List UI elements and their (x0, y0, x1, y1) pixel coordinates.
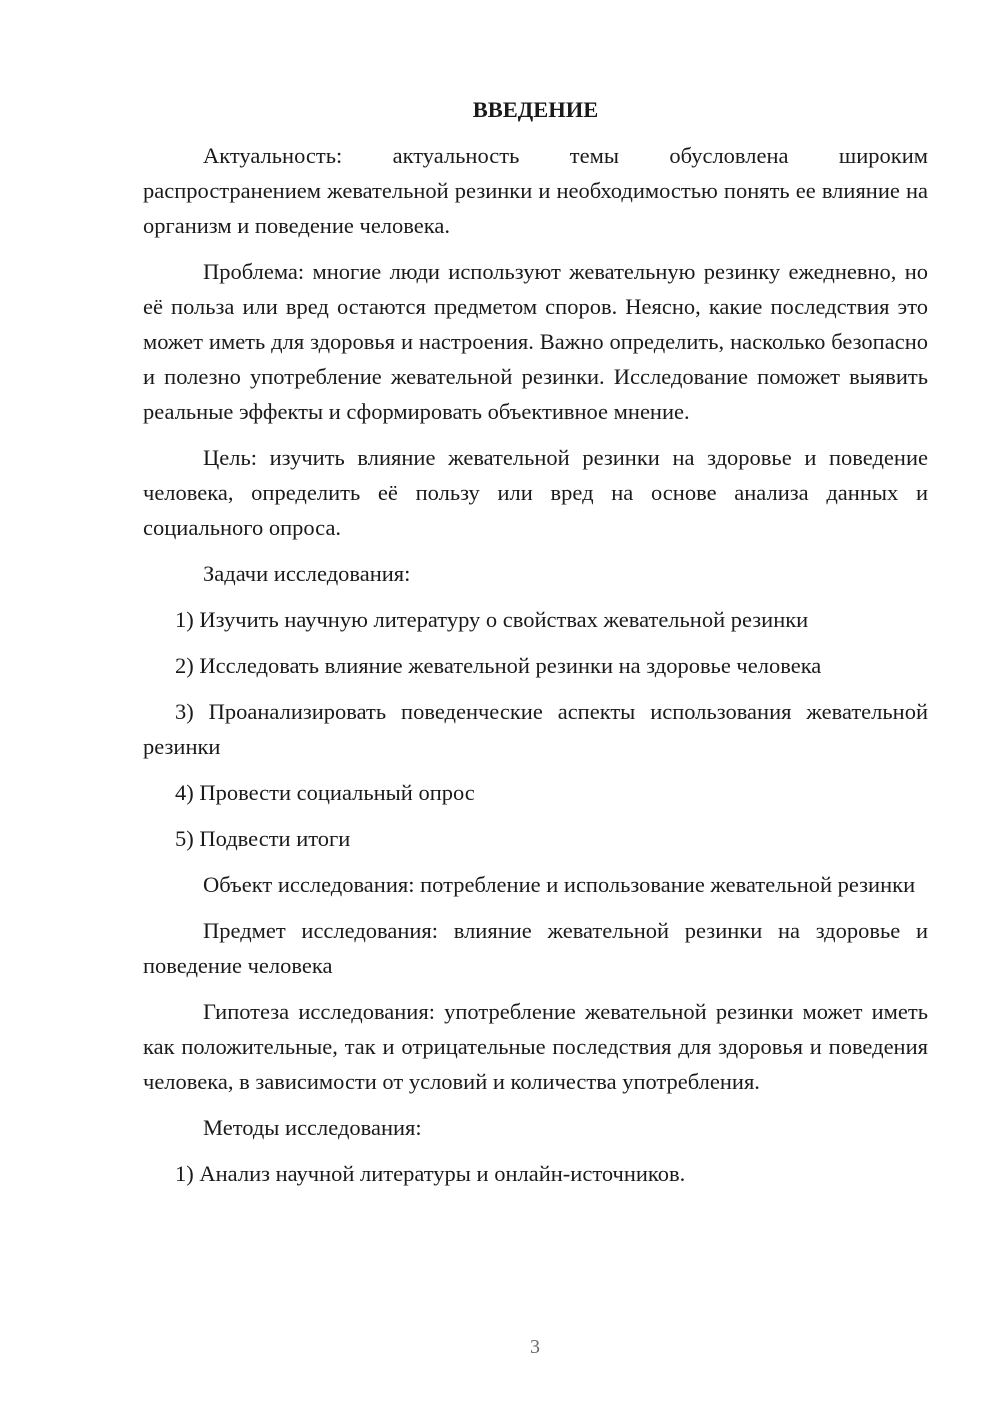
goal-paragraph: Цель: изучить влияние жевательной резинки на здоровье и поведение человека, определить её пользу или вред на основе анализа данных и социального опроса. (143, 445, 928, 540)
section-title: ВВЕДЕНИЕ (472, 97, 599, 122)
hypothesis-paragraph: Гипотеза исследования: употребление жевательной резинки может иметь как положительные, так и отрицательные последствия для здоровья и поведения человека, в зависимости от условий и количества употребления. (143, 999, 928, 1094)
document-page (143, 92, 928, 1202)
problem-paragraph: Проблема: многие люди используют жевательную резинку ежедневно, но её польза или вред остаются предметом споров. Неясно, какие последствия это может иметь для здоровья и настроения. Важно определить, насколько безопасно и полезно употребление жевательной резинки. Исследование поможет выявить реальные эффекты и сформировать объективное мнение. (143, 259, 928, 424)
task-item: 3) Проанализировать поведенческие аспекты использования жевательной резинки (143, 699, 928, 759)
task-item: 5) Подвести итоги (175, 826, 351, 851)
tasks-heading: Задачи исследования: (203, 561, 411, 586)
page-number: 3 (530, 1336, 540, 1358)
relevance-paragraph: Актуальность: актуальность темы обусловлена широким распространением жевательной резинки и необходимостью понять ее влияние на организм и поведение человека. (143, 143, 928, 238)
task-item: 1) Изучить научную литературу о свойствах жевательной резинки (175, 607, 809, 632)
object-paragraph: Объект исследования: потребление и использование жевательной резинки (203, 872, 916, 897)
task-item: 2) Исследовать влияние жевательной резинки на здоровье человека (175, 653, 822, 678)
method-item: 1) Анализ научной литературы и онлайн-источников. (175, 1161, 686, 1186)
methods-heading: Методы исследования: (203, 1115, 422, 1140)
subject-paragraph: Предмет исследования: влияние жевательной резинки на здоровье и поведение человека (143, 918, 928, 978)
task-item: 4) Провести социальный опрос (175, 780, 475, 805)
